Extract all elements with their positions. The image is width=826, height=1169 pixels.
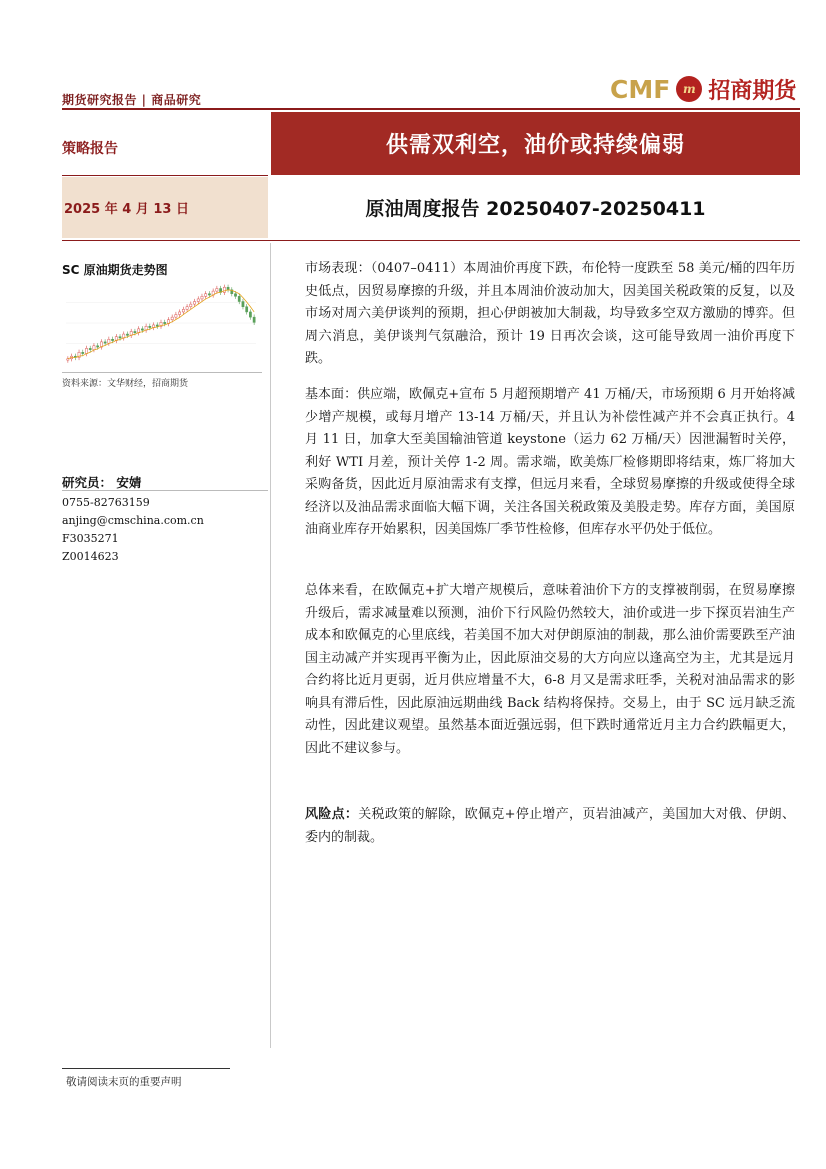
candle-body [205, 294, 207, 297]
candle-body [111, 339, 113, 340]
candle-body [141, 329, 143, 330]
chart-title: SC 原油期货走势图 [62, 263, 168, 277]
candle-body [85, 348, 87, 353]
risk-text: 关税政策的解除，欧佩克+停止增产，页岩油减产，美国加大对俄、伊朗、委内的制裁。 [305, 807, 795, 845]
candle-body [89, 348, 91, 349]
report-category: 期货研究报告 | 商品研究 [62, 93, 202, 107]
candle-body [104, 342, 106, 343]
footer-disclaimer: 敬请阅读末页的重要声明 [66, 1076, 182, 1088]
candle-body [179, 312, 181, 315]
candle-body [164, 322, 166, 323]
risk-label: 风险点： [305, 807, 359, 822]
title-band [271, 112, 800, 175]
paragraph-summary: 总体来看，在欧佩克+扩大增产规模后，意味着油价下方的支撑被削弱，在贸易摩擦升级后，需求减量难以预测，油价下行风险仍然较大，油价或进一步下探页岩油生产成本和欧佩克的心里底线，若美国不加大对伊朗原油的制裁，那么油价需要跌至产油国主动减产并实现再平衡为止，因此原油交易的大方向应以逢高空为主，尤其是远月合约将比近月更弱，近月供应增量不大，6-8 月又是需求旺季，关税对油品需求的影响具有滞后性，因此原油远期曲线 Back 结构将保持。交易上，由于 SC 远月缺乏流动性，因此建议观望。虽然基本面近强远弱，但下跌时通常近月主力合约跌幅更大，因此不建议参与。 [305, 583, 795, 756]
chart-rule [62, 372, 262, 373]
analyst-rule [62, 490, 268, 491]
left-rule [62, 175, 268, 176]
candle-body [119, 337, 121, 338]
date-band [62, 177, 268, 238]
candle-body [234, 294, 236, 297]
logo-latin: CMF [610, 74, 671, 104]
paragraph-fundamentals: 基本面：供应端，欧佩克+宣布 5 月超预期增产 41 万桶/天，市场预期 6 月开始将减少增产规模，或每月增产 13-14 万桶/天，并且认为补偿性减产并不会真正执行。4 月 11 日，加拿大至美国输油管道 keystone（运力 62 万桶/天）因泄漏暂时关停，利好 WTI 月差，预计关停 1-2 周。需求端，欧美炼厂检修期即将结束，炼厂将加大采购备货，因此近月原油需求有支撑，但远月来看，全球贸易摩擦的升级或使得全球经济以及油品需求面临大幅下调，关注各国关税政策及美股走势。库存方面，美国原油商业库存开始累积，因美国炼厂季节性检修，但库存水平仍处于低位。 [305, 387, 795, 537]
candle-body [171, 317, 173, 320]
candle-body [175, 315, 177, 318]
analyst-name: 研究员： 安婧 [62, 475, 142, 490]
candle-body [182, 309, 184, 312]
candle-body [134, 331, 136, 332]
report-subtitle: 原油周度报告 20250407-20250411 [365, 198, 706, 220]
candle-body [223, 287, 225, 292]
candle-body [67, 359, 69, 360]
price-chart [62, 276, 262, 372]
candle-body [97, 346, 99, 347]
candle-body [246, 307, 248, 312]
logo-chinese: 招商期货 [708, 78, 797, 104]
price-chart-svg [62, 276, 262, 372]
candle-body [186, 307, 188, 310]
candle-body [197, 299, 199, 302]
license-number-1: F3035271 [62, 532, 119, 545]
candle-body [156, 325, 158, 326]
candle-body [238, 296, 240, 301]
candle-body [126, 334, 128, 335]
footer-rule [62, 1068, 230, 1069]
paragraph-market: 市场表现：（0407–0411）本周油价再度下跌，布伦特一度跌至 58 美元/桶的四年历史低点，因贸易摩擦的升级，并且本周油价波动加大，因美国关税政策的反复，以及市场对周六美伊谈判的预期，担心伊朗被加大制裁，均导致多空双方激励的博弈。但周六消息，美伊谈判气氛融洽，预计 19 日再次会谈，这可能导致周一油价再度下跌。 [305, 261, 795, 366]
analyst-email[interactable]: anjing@cmschina.com.cn [62, 514, 204, 527]
report-date: 2025 年 4 月 13 日 [64, 202, 189, 217]
logo-emblem-icon: m [676, 76, 702, 102]
candle-body [253, 317, 255, 322]
candle-body [193, 302, 195, 305]
candle-body [190, 304, 192, 307]
license-number-2: Z0014623 [62, 550, 119, 563]
chart-source: 资料来源：文华财经，招商期货 [62, 379, 189, 389]
candle-body [201, 296, 203, 299]
company-logo [610, 74, 796, 104]
candle-body [93, 346, 95, 350]
header-rule [62, 108, 800, 110]
subtitle-block [271, 177, 800, 238]
column-divider [270, 243, 271, 1048]
report-title: 供需双利空，油价或持续偏弱 [385, 133, 685, 158]
candle-body [216, 289, 218, 292]
candle-body [149, 326, 151, 327]
candle-body [242, 302, 244, 307]
paragraph-risk [305, 804, 795, 849]
candle-body [208, 294, 210, 295]
title-rule [62, 240, 800, 241]
analyst-phone: 0755-82763159 [62, 496, 150, 509]
candle-body [82, 352, 84, 353]
report-type: 策略报告 [62, 141, 118, 157]
candle-body [249, 312, 251, 317]
candle-body [108, 339, 110, 343]
